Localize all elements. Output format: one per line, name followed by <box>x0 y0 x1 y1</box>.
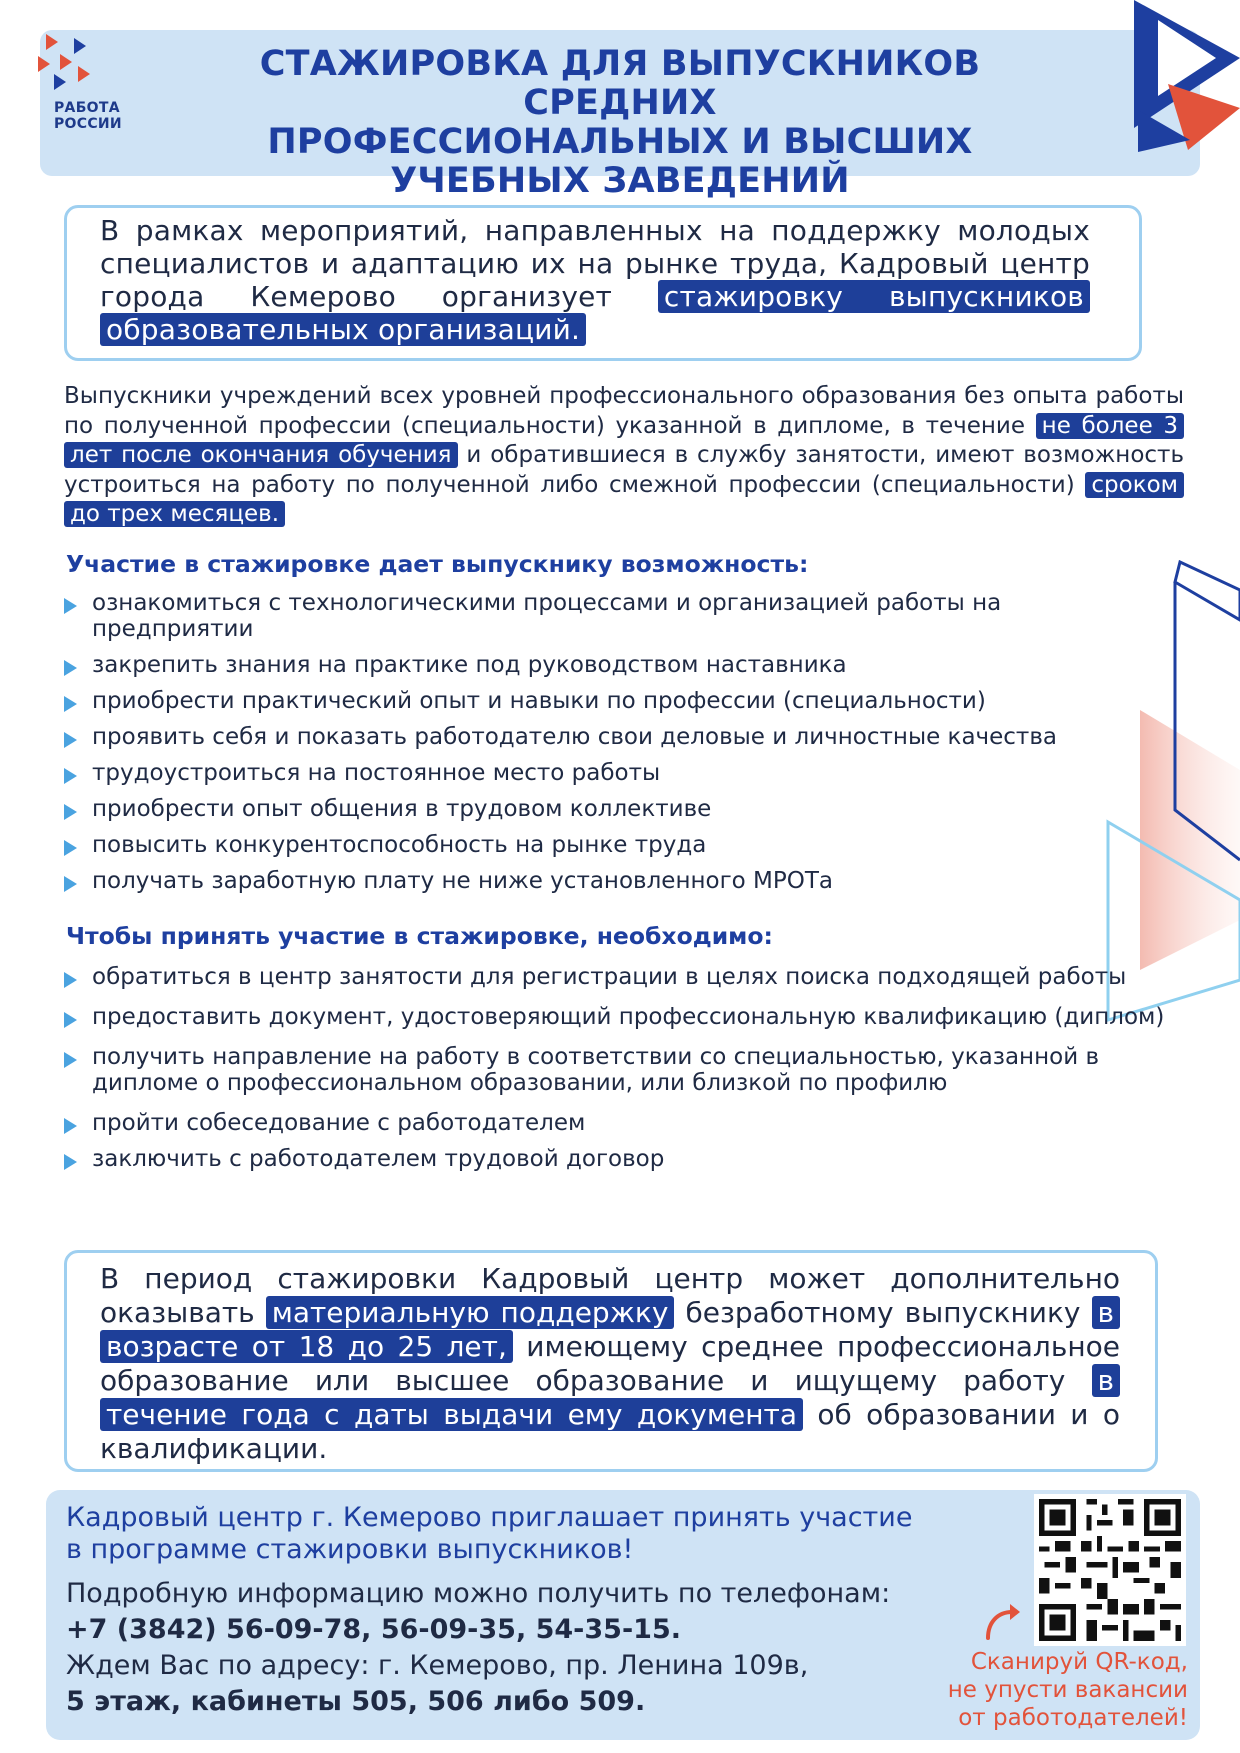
bullet-triangle-icon <box>64 1052 77 1068</box>
eligibility-highlight-1: не более 3 лет после окончания обучения <box>64 413 1184 469</box>
support-highlight-1: материальную поддержку <box>266 1296 675 1329</box>
list-item-text: получить направление на работу в соответствии со специальностью, указанной в дипломе о профессиональном образовании, или близкой по профилю <box>92 1044 1100 1096</box>
list-item-text: получать заработную плату не ниже установленного МРОТа <box>92 868 834 894</box>
list-item <box>64 688 1164 714</box>
qr-caption <box>918 1648 1188 1732</box>
list-item <box>64 796 1164 822</box>
phones-label: Подробную информацию можно получить по телефонам: <box>66 1578 891 1609</box>
title-line-3: УЧЕБНЫХ ЗАВЕДЕНИЙ <box>390 161 850 201</box>
list-item <box>64 724 1164 750</box>
eligibility-text-2: и обратившиеся в службу занятости, имеют возможность устроиться на работу по полученной либо смежной профессии (специальности) <box>64 442 1184 498</box>
rabota-rossii-logo-icon <box>38 34 94 94</box>
list-item <box>64 1110 1164 1136</box>
curved-arrow-icon <box>982 1602 1022 1642</box>
list-item <box>64 868 1164 894</box>
qr-caption-line-1: Сканируй QR-код, <box>970 1649 1188 1675</box>
invite-line-1: Кадровый центр г. Кемерово приглашает принять участие <box>66 1502 913 1533</box>
logo-line-1: РАБОТА <box>54 100 120 116</box>
intro-highlight: стажировку выпускников образовательных организаций. <box>100 280 1090 346</box>
eligibility-highlight-2: сроком до трех месяцев. <box>64 472 1184 528</box>
bullet-triangle-icon <box>64 732 77 748</box>
qr-code-icon[interactable] <box>1034 1494 1186 1646</box>
support-text-1: В период стажировки Кадровый центр может дополнительно оказывать <box>100 1262 1120 1329</box>
list-item-text: заключить с работодателем трудовой договор <box>92 1146 665 1172</box>
list-item <box>64 964 1152 990</box>
list-item-text: предоставить документ, удостоверяющий профессиональную квалификацию (диплом) <box>92 1004 1165 1030</box>
list-item <box>64 1146 1164 1172</box>
bullet-triangle-icon <box>64 840 77 856</box>
list-item-text: приобрести опыт общения в трудовом коллективе <box>92 796 712 822</box>
title-line-1: СТАЖИРОВКА ДЛЯ ВЫПУСКНИКОВ СРЕДНИХ <box>259 44 981 123</box>
list-item-text: обратиться в центр занятости для регистрации в целях поиска подходящей работы <box>92 964 1127 990</box>
support-highlight-2: в возрасте от 18 до 25 лет, <box>100 1296 1120 1363</box>
list-item-text: ознакомиться с технологическими процессами и организацией работы на предприятии <box>92 590 1002 642</box>
list-item-text: повысить конкурентоспособность на рынке труда <box>92 832 707 858</box>
requirements-list <box>64 964 1164 1172</box>
list-item <box>64 1044 1192 1096</box>
address-label: Ждем Вас по адресу: г. Кемерово, пр. Ленина 109в, <box>66 1650 809 1681</box>
benefits-list <box>64 590 1164 894</box>
bullet-triangle-icon <box>64 972 77 988</box>
title-line-2: ПРОФЕССИОНАЛЬНЫХ И ВЫСШИХ <box>267 122 973 162</box>
list-item <box>64 652 1164 678</box>
support-text-2: безработному выпускнику <box>685 1296 1081 1329</box>
logo-line-2: РОССИИ <box>54 116 122 132</box>
phone-numbers[interactable]: +7 (3842) 56-09-78, 56-09-35, 54-35-15. <box>66 1614 682 1645</box>
qr-caption-line-2: не упусти вакансии <box>947 1677 1188 1703</box>
intro-body: В рамках мероприятий, направленных на поддержку молодых специалистов и адаптацию их на рынке труда, Кадровый центр города Кемерово организует <box>100 214 1090 313</box>
footer-contacts <box>66 1576 890 1720</box>
benefits-heading: Участие в стажировке дает выпускнику возможность: <box>66 550 809 578</box>
logo-text <box>54 100 122 132</box>
support-highlight-3: в течение года с даты выдачи ему документа <box>100 1364 1120 1431</box>
page-title <box>180 45 1060 201</box>
list-item-text: пройти собеседование с работодателем <box>92 1110 586 1136</box>
bullet-triangle-icon <box>64 696 77 712</box>
list-item-text: трудоустроиться на постоянное место работы <box>92 760 661 786</box>
bullet-triangle-icon <box>64 1012 77 1028</box>
eligibility-paragraph <box>64 382 1184 530</box>
support-text-3: имеющему среднее профессиональное образование или высшее образование и ищущему работу <box>100 1330 1120 1397</box>
requirements-heading: Чтобы принять участие в стажировке, необходимо: <box>66 922 773 950</box>
invite-line-2: в программе стажировки выпускников! <box>66 1534 634 1565</box>
list-item-text: приобрести практический опыт и навыки по профессии (специальности) <box>92 688 986 714</box>
bullet-triangle-icon <box>64 804 77 820</box>
list-item <box>64 832 1164 858</box>
list-item-text: закрепить знания на практике под руководством наставника <box>92 652 847 678</box>
list-item <box>64 1004 1172 1030</box>
eligibility-text-1: Выпускники учреждений всех уровней профессионального образования без опыта работы по полученной профессии (специальности) указанной в дипломе, в течение <box>64 383 1184 439</box>
qr-caption-line-3: от работодателей! <box>958 1705 1188 1731</box>
support-text <box>100 1262 1120 1466</box>
list-item <box>64 590 1102 642</box>
footer-invitation <box>66 1502 912 1566</box>
bullet-triangle-icon <box>64 768 77 784</box>
bullet-triangle-icon <box>64 1154 77 1170</box>
bullet-triangle-icon <box>64 1118 77 1134</box>
bullet-triangle-icon <box>64 876 77 892</box>
address-detail: 5 этаж, кабинеты 505, 506 либо 509. <box>66 1686 646 1717</box>
support-text-4: об образовании и о квалификации. <box>100 1398 1121 1465</box>
list-item <box>64 760 1164 786</box>
list-item-text: проявить себя и показать работодателю свои деловые и личностные качества <box>92 724 1057 750</box>
bullet-triangle-icon <box>64 598 77 614</box>
intro-text <box>100 214 1090 346</box>
bullet-triangle-icon <box>64 660 77 676</box>
